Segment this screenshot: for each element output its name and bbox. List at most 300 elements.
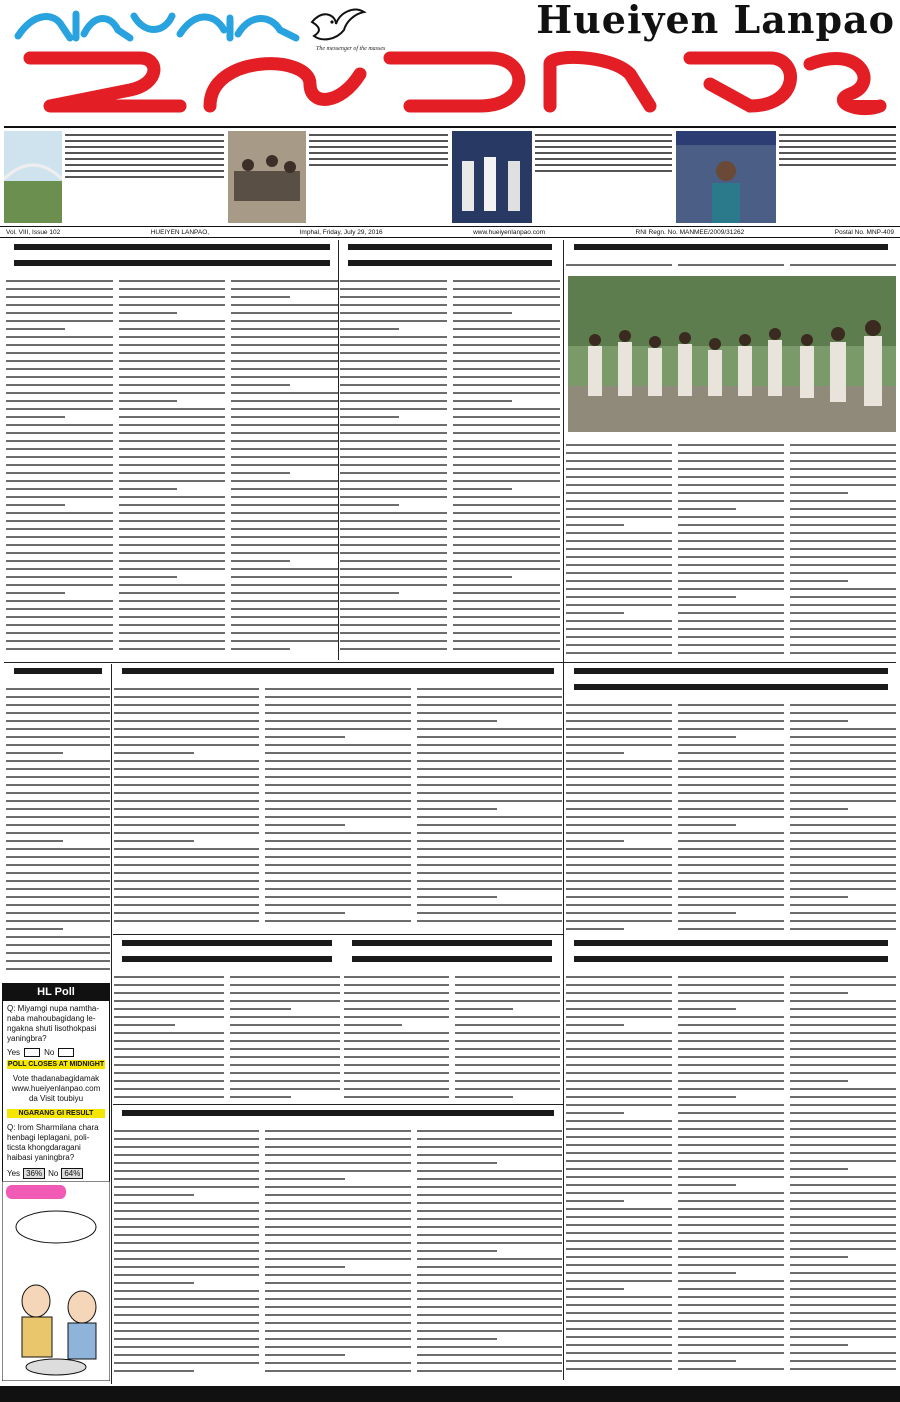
- text-line: [790, 460, 896, 462]
- text-line: [6, 296, 113, 298]
- text-line: [119, 576, 178, 578]
- text-line: [455, 1040, 560, 1042]
- text-line: [114, 1008, 224, 1010]
- text-line: [566, 444, 672, 446]
- text-line: [6, 384, 113, 386]
- text-line: [265, 1226, 410, 1228]
- text-line: [790, 1048, 896, 1050]
- text-line: [790, 880, 896, 882]
- text-line: [790, 1080, 848, 1082]
- text-line: [566, 1120, 672, 1122]
- text-line: [453, 496, 560, 498]
- column-rule: [563, 240, 564, 1380]
- text-line: [6, 792, 110, 794]
- text-line: [6, 568, 113, 570]
- text-line: [566, 1352, 672, 1354]
- text-line: [231, 432, 338, 434]
- text-line: [231, 328, 338, 330]
- text-line: [790, 1344, 848, 1346]
- text-line: [265, 1306, 410, 1308]
- text-line: [265, 1266, 345, 1268]
- text-line: [340, 344, 447, 346]
- text-line: [790, 564, 896, 566]
- text-line: [114, 888, 259, 890]
- text-line: [114, 1362, 259, 1364]
- text-line: [566, 1208, 672, 1210]
- teaser-ceremony[interactable]: [452, 131, 672, 226]
- text-line: [455, 1064, 560, 1066]
- text-line: [790, 1184, 896, 1186]
- text-line: [790, 468, 896, 470]
- text-line: [453, 360, 560, 362]
- text-line: [678, 612, 784, 614]
- text-line: [453, 560, 560, 562]
- text-line: [114, 744, 259, 746]
- text-line: [114, 1080, 224, 1082]
- article-right-body[interactable]: [566, 436, 896, 660]
- text-line: [790, 1000, 896, 1002]
- text-line: [6, 320, 113, 322]
- text-line: [566, 1312, 672, 1314]
- text-line: [231, 496, 338, 498]
- article-lead-left[interactable]: [6, 240, 338, 660]
- text-line: [119, 384, 226, 386]
- text-line: [417, 784, 562, 786]
- text-line: [340, 448, 447, 450]
- text-line: [119, 624, 226, 626]
- text-line: [119, 328, 226, 330]
- text-line: [678, 572, 784, 574]
- poll-no-label: No: [44, 1048, 55, 1057]
- text-line: [265, 1130, 410, 1132]
- text-line: [230, 1048, 340, 1050]
- bridge-photo: [4, 131, 62, 223]
- text-line: [230, 1032, 340, 1034]
- text-line: [453, 384, 560, 386]
- text-line: [453, 432, 560, 434]
- text-line: [340, 304, 447, 306]
- text-line: [6, 760, 110, 762]
- text-line: [119, 552, 226, 554]
- article-lower-centre[interactable]: [344, 936, 560, 1102]
- text-line: [566, 984, 672, 986]
- text-line: [119, 520, 226, 522]
- headline-bar: [122, 1110, 554, 1116]
- text-line: [344, 1096, 449, 1098]
- text-line: [114, 704, 259, 706]
- text-line: [114, 1346, 259, 1348]
- text-line: [114, 1088, 224, 1090]
- text-line: [566, 880, 672, 882]
- text-line: [6, 368, 113, 370]
- text-line: [417, 848, 562, 850]
- text-line: [678, 856, 784, 858]
- text-line: [265, 1170, 410, 1172]
- text-line: [566, 1168, 672, 1170]
- text-line: [417, 1346, 562, 1348]
- text-line: [6, 352, 113, 354]
- text-line: [231, 472, 290, 474]
- text-line: [566, 652, 672, 654]
- poll-yes-checkbox[interactable]: [24, 1048, 40, 1057]
- text-line: [114, 1040, 224, 1042]
- text-line: [114, 984, 224, 986]
- text-line: [114, 720, 259, 722]
- text-line: [417, 776, 562, 778]
- text-line: [417, 1330, 562, 1332]
- text-line: [453, 528, 560, 530]
- text-line: [340, 536, 447, 538]
- text-line: [114, 1226, 259, 1228]
- text-line: [114, 696, 259, 698]
- text-line: [340, 312, 447, 314]
- text-line: [340, 592, 399, 594]
- text-line: [265, 840, 410, 842]
- headline-bar: [348, 260, 552, 266]
- article-lower-left[interactable]: [114, 936, 340, 1102]
- text-line: [119, 584, 226, 586]
- text-line: [790, 1312, 896, 1314]
- poll-vote-instructions[interactable]: Vote thadanabagidamak www.hueiyenlanpao.com da Visit toubiyu: [11, 1074, 101, 1103]
- text-line: [566, 540, 672, 542]
- article-left-small[interactable]: [6, 664, 110, 976]
- text-line: [119, 560, 226, 562]
- text-line: [344, 1040, 449, 1042]
- article-top-right[interactable]: [566, 240, 896, 270]
- text-line: [566, 736, 672, 738]
- text-line: [417, 896, 497, 898]
- text-line: [790, 832, 896, 834]
- text-line: [790, 1144, 896, 1146]
- text-line: [790, 704, 896, 706]
- text-line: [566, 816, 672, 818]
- article-top-centre[interactable]: [340, 240, 560, 660]
- text-line: [231, 512, 338, 514]
- article-right-middle[interactable]: [566, 664, 896, 934]
- text-line: [6, 344, 113, 346]
- text-line: [340, 360, 447, 362]
- text-line: [455, 976, 560, 978]
- text-line: [678, 596, 736, 598]
- text-line: [453, 448, 560, 450]
- text-line: [6, 800, 110, 802]
- text-line: [678, 492, 784, 494]
- text-line: [114, 784, 259, 786]
- article-bottom-wide[interactable]: [114, 1106, 562, 1382]
- text-line: [6, 880, 110, 882]
- text-line: [6, 560, 113, 562]
- section-rule: [113, 934, 563, 935]
- text-line: [6, 608, 113, 610]
- text-line: [678, 540, 784, 542]
- text-line: [678, 1272, 736, 1274]
- text-line: [265, 1186, 410, 1188]
- text-line: [340, 624, 447, 626]
- text-line: [566, 452, 672, 454]
- text-line: [566, 588, 672, 590]
- text-line: [453, 544, 560, 546]
- text-line: [6, 480, 113, 482]
- text-line: [790, 492, 848, 494]
- text-line: [566, 492, 672, 494]
- text-line: [455, 1024, 560, 1026]
- text-line: [119, 512, 226, 514]
- text-line: [6, 728, 110, 730]
- text-line: [790, 588, 896, 590]
- text-line: [417, 768, 562, 770]
- text-line: [566, 1200, 624, 1202]
- text-line: [790, 620, 896, 622]
- text-line: [230, 1024, 340, 1026]
- text-line: [265, 864, 410, 866]
- text-line: [790, 720, 848, 722]
- text-line: [790, 1024, 896, 1026]
- text-line: [678, 1208, 784, 1210]
- text-line: [678, 1176, 784, 1178]
- text-line: [678, 1120, 784, 1122]
- text-line: [678, 1072, 784, 1074]
- text-line: [678, 580, 784, 582]
- text-line: [417, 720, 497, 722]
- poll-result-banner: NGARANG GI RESULT: [7, 1109, 105, 1118]
- text-line: [678, 1016, 784, 1018]
- text-line: [790, 792, 896, 794]
- text-line: [453, 288, 560, 290]
- text-line: [566, 752, 624, 754]
- text-line: [6, 496, 113, 498]
- text-line: [678, 744, 784, 746]
- text-line: [678, 1040, 784, 1042]
- text-line: [231, 560, 290, 562]
- text-line: [790, 1288, 896, 1290]
- text-line: [566, 1336, 672, 1338]
- text-line: [453, 472, 560, 474]
- teaser-strip: [4, 126, 896, 226]
- text-line: [790, 1280, 896, 1282]
- teaser-bridge[interactable]: [4, 131, 224, 226]
- text-line: [265, 792, 410, 794]
- text-line: [417, 752, 562, 754]
- text-line: [344, 1064, 449, 1066]
- text-line: [790, 1072, 896, 1074]
- text-line: [566, 784, 672, 786]
- teaser-meeting[interactable]: [676, 131, 896, 226]
- text-line: [230, 1072, 340, 1074]
- text-line: [417, 1210, 562, 1212]
- text-line: [453, 600, 560, 602]
- text-line: [231, 632, 338, 634]
- text-line: [678, 1064, 784, 1066]
- text-line: [453, 376, 560, 378]
- text-line: [566, 1008, 672, 1010]
- text-line: [340, 336, 447, 338]
- text-line: [6, 904, 110, 906]
- text-line: [6, 288, 113, 290]
- text-line: [453, 440, 560, 442]
- text-line: [678, 628, 784, 630]
- text-line: [790, 476, 896, 478]
- text-line: [678, 1152, 784, 1154]
- text-line: [417, 1298, 562, 1300]
- text-line: [678, 896, 784, 898]
- text-line: [678, 460, 784, 462]
- crowd-queue-photo: [568, 276, 896, 432]
- text-line: [119, 400, 178, 402]
- text-line: [678, 652, 784, 654]
- text-line: [790, 1040, 896, 1042]
- text-line: [453, 416, 560, 418]
- text-line: [566, 896, 672, 898]
- text-line: [678, 1344, 784, 1346]
- text-line: [453, 632, 560, 634]
- text-line: [265, 1146, 410, 1148]
- text-line: [678, 1168, 784, 1170]
- text-line: [566, 1104, 672, 1106]
- text-line: [6, 632, 113, 634]
- text-line: [566, 1072, 672, 1074]
- text-line: [114, 912, 259, 914]
- text-line: [790, 744, 896, 746]
- text-line: [265, 1194, 410, 1196]
- text-line: [417, 1162, 497, 1164]
- text-line: [114, 848, 259, 850]
- text-line: [114, 840, 194, 842]
- text-line: [790, 1320, 896, 1322]
- text-line: [417, 832, 562, 834]
- text-line: [678, 1336, 784, 1338]
- text-line: [790, 1248, 896, 1250]
- text-line: [566, 1256, 672, 1258]
- text-line: [790, 1088, 896, 1090]
- poll-no-checkbox[interactable]: [58, 1048, 74, 1057]
- article-middle-quote[interactable]: [114, 664, 562, 932]
- text-line: [265, 896, 410, 898]
- poll-result-yes-label: Yes: [7, 1169, 21, 1178]
- text-line: [231, 280, 338, 282]
- text-line: [230, 984, 340, 986]
- text-line: [566, 720, 672, 722]
- text-line: [231, 616, 338, 618]
- text-line: [265, 1162, 410, 1164]
- text-line: [114, 1178, 259, 1180]
- info-bar: [0, 226, 900, 238]
- text-line: [265, 1322, 410, 1324]
- text-line: [6, 328, 65, 330]
- text-line: [340, 328, 399, 330]
- text-line: [344, 1072, 449, 1074]
- text-line: [231, 344, 338, 346]
- text-line: [6, 360, 113, 362]
- text-line: [114, 920, 259, 922]
- text-line: [453, 400, 512, 402]
- dove-logo-icon: [306, 2, 368, 46]
- text-line: [231, 392, 338, 394]
- text-line: [790, 976, 896, 978]
- text-line: [6, 416, 65, 418]
- text-line: [455, 1008, 513, 1010]
- text-line: [790, 864, 896, 866]
- text-line: [678, 912, 736, 914]
- text-line: [790, 1176, 896, 1178]
- text-line: [340, 472, 447, 474]
- text-line: [114, 824, 259, 826]
- text-line: [114, 736, 259, 738]
- text-line: [678, 1136, 784, 1138]
- text-line: [566, 912, 672, 914]
- text-line: [119, 616, 226, 618]
- text-line: [566, 580, 672, 582]
- text-line: [417, 1258, 562, 1260]
- text-line: [566, 484, 672, 486]
- text-line: [566, 500, 672, 502]
- text-line: [566, 468, 672, 470]
- text-line: [417, 728, 562, 730]
- text-line: [566, 1288, 624, 1290]
- text-line: [265, 1218, 410, 1220]
- text-line: [230, 1080, 340, 1082]
- text-line: [790, 888, 896, 890]
- text-line: [230, 1088, 340, 1090]
- text-line: [119, 336, 226, 338]
- text-line: [566, 264, 672, 266]
- text-line: [265, 720, 410, 722]
- text-line: [417, 1154, 562, 1156]
- text-line: [455, 1088, 560, 1090]
- text-line: [114, 1234, 259, 1236]
- text-line: [6, 440, 113, 442]
- text-line: [6, 624, 113, 626]
- text-line: [231, 376, 338, 378]
- text-line: [119, 296, 226, 298]
- text-line: [678, 1224, 784, 1226]
- text-line: [114, 992, 224, 994]
- text-line: [114, 872, 259, 874]
- text-line: [678, 500, 784, 502]
- text-line: [417, 1186, 562, 1188]
- text-line: [6, 944, 110, 946]
- text-line: [678, 1368, 784, 1370]
- text-line: [6, 616, 113, 618]
- text-line: [566, 1096, 672, 1098]
- text-line: [790, 604, 896, 606]
- text-line: [119, 432, 226, 434]
- text-line: [119, 288, 226, 290]
- poll-title: HL Poll: [3, 984, 109, 1001]
- text-line: [6, 920, 110, 922]
- text-line: [231, 368, 338, 370]
- website-link[interactable]: www.hueiyenlanpao.com: [473, 228, 545, 236]
- text-line: [340, 496, 447, 498]
- poll-previous-question: Q: Irom Sharmilana chara henbagi leplagani, poli-ticsta khongdaragani haibasi yaningbra?: [7, 1123, 99, 1162]
- text-line: [417, 1274, 562, 1276]
- text-line: [678, 712, 784, 714]
- text-line: [566, 628, 672, 630]
- teaser-classroom[interactable]: [228, 131, 448, 226]
- text-line: [265, 832, 410, 834]
- text-line: [340, 648, 447, 650]
- text-line: [340, 440, 447, 442]
- text-line: [6, 888, 110, 890]
- text-line: [678, 1032, 784, 1034]
- text-line: [417, 1314, 562, 1316]
- article-lower-right[interactable]: [566, 936, 896, 1376]
- text-line: [231, 400, 338, 402]
- text-line: [453, 336, 560, 338]
- text-line: [417, 880, 562, 882]
- text-line: [790, 824, 896, 826]
- text-line: [114, 880, 259, 882]
- text-line: [231, 592, 338, 594]
